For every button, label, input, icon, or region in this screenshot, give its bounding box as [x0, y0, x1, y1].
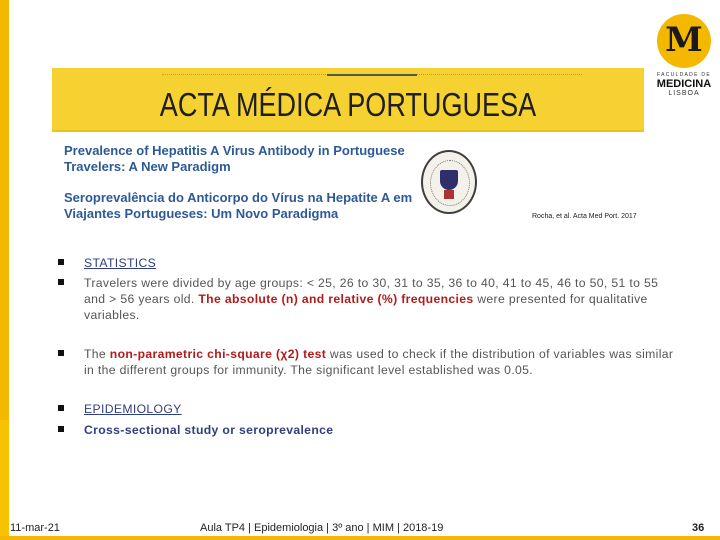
banner-rule [327, 74, 417, 76]
epidemiology-heading: EPIDEMIOLOGY [84, 402, 182, 416]
university-seal-icon [421, 150, 477, 214]
emphasis-text: non-parametric chi-square (χ2) test [109, 347, 327, 361]
bottom-accent-bar [0, 536, 720, 540]
bullet-icon [58, 405, 64, 411]
study-design-text: Cross-sectional study or seroprevalence [84, 423, 334, 437]
bullet-icon [58, 350, 64, 356]
page-number: 36 [692, 522, 705, 534]
article-title-en-line1: Prevalence of Hepatitis A Virus Antibody in Portuguese [64, 143, 405, 158]
statistics-heading: STATISTICS [84, 256, 157, 270]
journal-title: ACTA MÉDICA PORTUGUESA [159, 86, 537, 123]
logo-top-text: FACULDADE DE [657, 72, 711, 78]
citation: Rocha, et al. Acta Med Port. 2017 [532, 213, 637, 220]
footer-date: 11-mar-21 [10, 522, 60, 534]
article-title-en-line2: Travelers: A New Paradigm [64, 158, 231, 174]
logo-emblem [657, 14, 711, 68]
article-titles [64, 143, 412, 221]
bullet-icon [58, 426, 64, 432]
faculty-logo [655, 14, 713, 97]
article-title-pt-line1: Seroprevalência do Anticorpo do Vírus na Hepatite A em [64, 190, 413, 205]
journal-banner [52, 68, 644, 132]
left-accent-bar-lower [0, 420, 9, 540]
logo-bottom-text: LISBOA [668, 90, 700, 97]
logo-main-text: MEDICINA [656, 78, 712, 90]
bullet-icon [58, 259, 64, 265]
logo-glyph: M [665, 20, 703, 60]
bullet-icon [58, 279, 64, 285]
footer-course: Aula TP4 | Epidemiologia | 3º ano | MIM | 2018-19 [200, 522, 444, 534]
emphasis-text: The absolute (n) and relative (%) frequencies [198, 292, 474, 307]
article-title-pt-line2: Viajantes Portugueses: Um Novo Paradigma [64, 205, 339, 221]
